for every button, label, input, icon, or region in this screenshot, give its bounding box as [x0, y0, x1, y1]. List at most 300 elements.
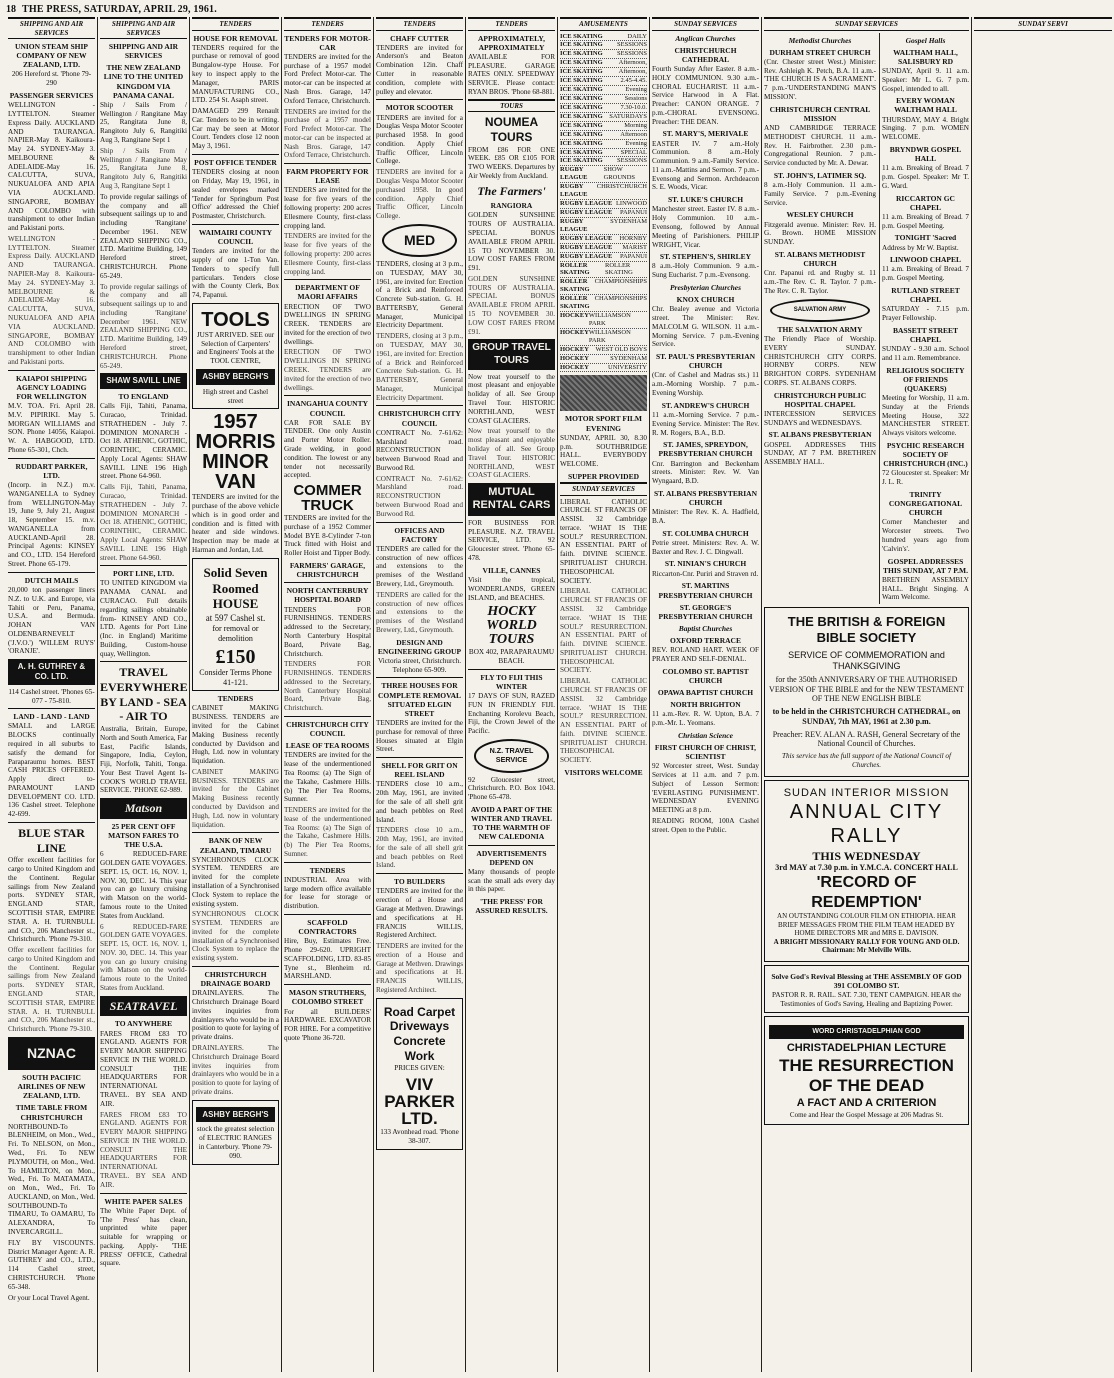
church-name: CHRISTCHURCH PUBLIC HOSPITAL CHAPEL	[773, 390, 867, 409]
amusement-detail: WEST OLD BOYS	[595, 345, 647, 353]
divider	[192, 224, 279, 225]
amusements-list	[560, 33, 647, 373]
church-body: 11 a.m. Breaking of Bread. 7 p.m. Gospel Meeting.	[882, 265, 969, 283]
ad-subheading: PASSENGER SERVICES	[9, 91, 94, 101]
amusement-event: ICE SKATING	[560, 157, 603, 165]
amusement-detail: Sessions	[624, 94, 647, 102]
church-body: SUNDAY - 9.30 a.m. School and 11 a.m. Remembrance.	[882, 345, 969, 362]
church-name: TRINITY CONGREGATIONAL CHURCH	[888, 490, 963, 518]
column-tenders-4	[466, 17, 558, 1372]
ad-footer: VISITORS WELCOME	[564, 768, 643, 777]
ad-subheading: LEASE OF TEA ROOMS	[285, 741, 370, 751]
farmers-logo: The Farmers'	[477, 183, 546, 198]
church-name: PSYCHIC RESEARCH SOCIETY OF CHRISTCHURCH (INC.)	[883, 441, 968, 469]
church-body: REV. ROLAND HART. WEEK OF PRAYER AND SELF-DENIAL.	[652, 646, 759, 664]
nz-travel-service-logo: N.Z. TRAVEL SERVICE	[474, 739, 549, 773]
ad-heading: KAIAPOI SHIPPING AGENCY LOADING FOR WELLINGTON	[15, 373, 88, 401]
ad-body: TENDERS are invited for the purchase of a 1957 model Ford Prefect Motor-car. The motor-car can be inspected at Nash Bros. Garage, 147 Oxford Terrace, Christchurch.	[284, 107, 371, 160]
ad-heading: FARM PROPERTY FOR LEASE	[286, 167, 369, 186]
amusement-row	[560, 262, 647, 279]
ad-contact: Consider Terms Phone 41-121.	[199, 667, 272, 687]
ad-heading: Solve God's Revival Blessing at THE ASSEMBLY OF GOD 391 COLOMBO ST.	[771, 971, 962, 991]
airline-logo: NZNAC	[8, 1037, 95, 1070]
ad-body: FROM £86 FOR ONE WEEK. £85 OR £105 FOR TWO WEEKS. Departures by Air Weekly from Auckland.	[468, 145, 555, 180]
church-body: 11 a.m. Breaking of Bread. 7 p.m. Gospel. Speaker: Mr T. G. Ward.	[882, 164, 969, 190]
church-name: FIRST CHURCH OF CHRIST, SCIENTIST	[654, 743, 757, 762]
ad-heading: CHRISTCHURCH CITY COUNCIL	[286, 719, 369, 739]
amusement-event: ICE SKATING	[560, 94, 603, 102]
assembly-of-god-ad	[764, 965, 969, 1013]
ad-heading: RUDDART PARKER, LTD.	[15, 461, 88, 480]
ranges-ad	[192, 1100, 279, 1165]
amusement-detail: SESSIONS	[617, 41, 647, 49]
church-group-heading: Methodist Churches	[788, 35, 852, 45]
ad-body: CONTRACT No. 7-61/62: Marshland road. RECONSTRUCTION between Burwood Road and Burwood Rd.	[376, 474, 463, 518]
column-tenders-1	[190, 17, 282, 1372]
ad-body: TENDERS closing at noon on Friday, May 19, 1961, in sealed envelopes marked 'Tender for Springburn Post Office' addressed the Chief Postmaster, Christchurch.	[192, 168, 279, 221]
amusement-row	[560, 86, 647, 95]
ad-body: Now treat yourself to the most pleasant and enjoyable holiday of all. See Group Travel Tour. HISTORIC NORTHLAND, WEST COAST GLACIERS.	[468, 427, 555, 480]
ad-footer: A BRIGHT MISSIONARY RALLY FOR YOUNG AND OLD. Chairman: Mr Melville Wills.	[773, 937, 960, 955]
ad-body: The White Paper Dept. of 'The Press' has clean, unprinted white paper suitable for wrapping or packing. Apply- 'THE PRESS' OFFICE, Cathedral square.	[100, 1206, 187, 1268]
ad-body: CONTRACT No. 7-61/62: Marshland road. RECONSTRUCTION between Burwood Road and Burwood Rd.	[376, 428, 463, 472]
ad-heading: TO ANYWHERE	[114, 1019, 173, 1029]
ad-heading: Solid Seven Roomed HOUSE	[203, 564, 268, 612]
church-name: ST. ALBANS PRESBYTERIAN CHURCH	[653, 488, 757, 508]
ad-body: TENDERS are invited for the lease of the undermentioned Tea Rooms: (a) The Sign of the Takahe, Cashmere Hills. (b) The Pier Tea Rooms, Sumner.	[284, 751, 371, 804]
divider	[192, 832, 279, 833]
ad-body: GOLDEN SUNSHINE TOURS OF AUSTRALIA. SPECIAL BONUS AVAILABLE FROM APRIL 15 TO NOVEMBER 30. LOW COST FARES FROM £91.	[468, 211, 555, 273]
ashby-berghs-logo: ASHBY BERGH'S	[196, 369, 275, 385]
church-group-heading: Anglican Churches	[675, 33, 736, 43]
ad-subheading: at 597 Cashel st.	[205, 613, 266, 624]
church-body: 92 Worcester street, West. Sunday Services at 11 a.m. and 7 p.m. Subject of Lesson Sermon: 'EVERLASTING PUNISHMENT'. WEDNESDAY EVENING MEETING at 8 p.m.	[652, 762, 759, 815]
column-shipping-1	[6, 17, 98, 1372]
ad-body: Australia, Britain, Europe, North and South America, Far East, Pacific Islands, Singapore, India, Ceylon, Fiji, Norfolk, Tahiti, Tonga. Your Best Travel Agent Is- COOK'S WORLD TRAVEL SERVICE. 'PHONE 62-989.	[100, 724, 187, 795]
ad-body: TENDERS are invited for a Douglas Vespa Motor Scooter purchased 1958. In good condition. Apply Chief Traffic Officer, Lincoln College.	[376, 168, 463, 221]
ad-heading: MOTOR SPORT FILM EVENING	[565, 414, 642, 433]
divider	[284, 279, 371, 280]
ad-heading: TENDERS	[217, 694, 254, 704]
column-heading: TENDERS	[376, 17, 463, 31]
column-sunday-services-2	[762, 17, 972, 1372]
church-name: BRYNDWR GOSPEL HALL	[889, 144, 962, 164]
sailing-table: Ship / Sails From / Wellington / Rangitane May 25, Rangitata June 8, Rangitoto July 6, Rangitiki Aug 3, Rangitane Sept 1	[100, 100, 187, 145]
column-heading: AMUSEMENTS	[560, 17, 647, 31]
amusement-detail: SESSIONS	[617, 50, 647, 58]
ad-heading: LAND - LAND - LAND	[13, 712, 90, 722]
med-logo: MED	[382, 224, 457, 257]
divider	[284, 395, 371, 396]
ad-body: Offer excellent facilities for cargo to United Kingdom and the Continent. Regular sailings from New Zealand ports. SYDNEY STAR, ENGLAND STAR, SCOTTISH STAR, EMPIRE STAR. A. H. TURNBULL and CO., 206 Manchester st., Christchurch. 'Phone 79-310.	[8, 946, 95, 1034]
ad-heading: TO ENGLAND	[118, 392, 169, 402]
amusement-event: ICE SKATING	[560, 103, 603, 111]
ad-title: THE RESURRECTION OF THE DEAD	[779, 1055, 954, 1096]
page-title: THE PRESS, SATURDAY, APRIL 29, 1961.	[22, 3, 217, 15]
ad-body: CABINET MAKING BUSINESS. TENDERS are invited for the Cabinet Making Business recently conducted by Davidson and Hugh, Ltd. now in voluntary liquidation.	[192, 704, 279, 766]
divider	[284, 163, 371, 164]
ad-footer: Come and Hear the Gospel Message at 206 Madras St.	[789, 1110, 944, 1119]
ad-body: LIBERAL CATHOLIC CHURCH. ST FRANCIS OF ASSISI. 32 Cambridge terrace. 'WHAT IS THE SOUL?' RESURRECTION. AN ESSENTIAL PART of faith. DIVINE SCIENCE. SPIRITUALIST CHURCH. THEOSOPHICAL SOCIETY.	[560, 587, 647, 675]
ad-address: 133 Avonhead road. 'Phone 38-307.	[380, 1128, 459, 1145]
ad-body: AN OUTSTANDING COLOUR FILM ON ETHIOPIA. HEAR BRIEF MESSAGES FROM THE FILM TEAM HEADED BY HOME DIRECTORS MR and MRS E. DAVISON.	[777, 912, 956, 938]
ad-body: SUNDAY, APRIL 30, 8.30 p.m. SOUTHBRIDGE HALL. EVERYBODY WELCOME.	[560, 433, 647, 469]
amusement-event: ICE SKATING	[560, 112, 603, 120]
amusement-event: HOCKEY	[560, 312, 589, 320]
divider	[284, 582, 371, 583]
house-removal-ad	[192, 558, 279, 692]
church-name: ST. NINIAN'S CHURCH	[664, 559, 747, 569]
church-body: 11 a.m. Breaking of Bread. 7 p.m. Gospel Meeting.	[882, 212, 969, 230]
ad-body: TENDERS are invited for the purchase of the above vehicle which is in good order and condition and is fitted with heater and side windows. Inspection may be made at Harman and Jordan, Ltd.	[192, 493, 279, 554]
divider	[192, 154, 279, 155]
amusement-row	[560, 295, 647, 312]
church-name: CHRISTCHURCH CENTRAL MISSION	[769, 104, 871, 123]
ad-heading: Road Carpet Driveways Concrete Work	[383, 1004, 456, 1063]
amusement-row	[560, 209, 647, 218]
ad-body: TENDERS FOR FURNISHINGS. TENDERS addressed to the Secretary, North Canterbury Hospital Board, Private Bag, Christchurch.	[284, 660, 371, 713]
ad-body: LIBERAL CATHOLIC CHURCH. ST FRANCIS OF ASSISI. 32 Cambridge terrace. 'WHAT IS THE SOUL?' RESURRECTION. AN ESSENTIAL PART of faith. DIVINE SCIENCE. SPIRITUALIST CHURCH. THEOSOPHICAL SOCIETY.	[560, 677, 647, 765]
ad-body: 17 DAYS OF SUN, RAZED FUN IN FRIENDLY FIJI. Enchanting Korolevu Beach, Fiji, the Crown Jewel of the Pacific.	[468, 692, 555, 736]
amusement-row	[560, 346, 647, 355]
ad-body: SYNCHRONOUS CLOCK SYSTEM. TENDERS are invited for the complete installation of a Synchronised Clock System to replace the existing system.	[192, 910, 279, 963]
ad-heading: DUTCH MAILS	[24, 575, 79, 585]
church-body: INTERCESSION SERVICES SUNDAYS and WEDNESDAYS.	[764, 409, 876, 427]
divider	[8, 708, 95, 709]
amusement-event: RUGBY LEAGUE	[560, 234, 613, 242]
page-number: 18	[6, 3, 16, 15]
ad-body: CAR FOR SALE BY TENDER. One only Austin and Porter Motor Roller. Grade welding, in good condition. The lowest or any tender not necessarily accepted.	[284, 418, 371, 480]
ad-body: Now treat yourself to the most pleasant and enjoyable holiday of all. See Group Travel Tour. HISTORIC NORTHLAND, WEST COAST GLACIERS.	[468, 372, 555, 425]
church-body: 8 a.m.-Holy Communion. 9 a.m.-Sung Eucharist. 7 p.m.-Evensong.	[652, 262, 759, 280]
divider	[376, 522, 463, 523]
amusement-row	[560, 312, 647, 329]
christadelphian-ad	[764, 1016, 969, 1125]
amusement-detail: SYDENHAM	[610, 354, 647, 362]
ad-body: 6 REDUCED-FARE GOLDEN GATE VOYAGES. SEPT. 15, OCT. 16, NOV. 1, NOV. 30, DEC. 14. This year you can go luxury cruising with Matson on the world-famous route to the United States from Auckland.	[100, 922, 187, 992]
ad-heading: FLY TO FIJI THIS WINTER	[480, 672, 543, 691]
amusement-event: ROLLER SKATING	[560, 261, 590, 277]
church-name: ST. JOHN'S, LATIMER SQ.	[773, 170, 867, 180]
ad-heading: CHRISTCHURCH DRAINAGE BOARD	[200, 970, 271, 989]
amusement-row	[560, 218, 647, 235]
amusement-row	[560, 329, 647, 346]
ad-body: TENDERS are invited for the purchase for removal of three Houses situated at Elgin Street.	[376, 719, 463, 754]
ad-body: Victoria street, Christchurch. Telephone 65-909.	[378, 656, 461, 674]
amusement-row	[560, 68, 647, 77]
ad-body: TENDERS are invited for the purchase of a 1957 model Ford Prefect Motor-car. The motor-car can be inspected at Nash Bros. Garage, 147 Oxford Terrace, Christchurch.	[284, 52, 371, 105]
ad-heading: MASON STRUTHERS, COLOMBO STREET	[288, 988, 367, 1007]
church-name: TONIGHT 'Sacred	[894, 233, 957, 243]
church-name: EVERY WOMAN WALTHAM HALL	[894, 96, 957, 115]
church-body: 8 a.m.-Holy Communion. 11 a.m.-Family Service. 7 p.m.-Evening Service.	[764, 181, 876, 207]
church-body: (Cnr. of Cashel and Madras sts.) 11 a.m.-Morning Worship. 7 p.m.-Evening Worship.	[652, 371, 759, 398]
church-name: RELIGIOUS SOCIETY OF FRIENDS (QUAKERS)	[886, 365, 965, 393]
divider	[376, 757, 463, 758]
ad-body: TENDERS are invited for the lease for five years of the following property: 200 acres Ellesmere County, first-class cropping land.	[284, 186, 371, 230]
column-heading: TENDERS	[284, 17, 371, 31]
church-name: NORTH BRIGHTON	[670, 700, 741, 710]
divider	[284, 862, 371, 863]
ad-subheading: A FACT AND A CRITERION	[796, 1097, 937, 1110]
amusement-event: ICE SKATING	[560, 86, 603, 94]
church-body: Cnr. Barrington and Beckenham streets. Minister: Rev. W. Van Wyngaard, B.D.	[652, 459, 759, 486]
church-name: RUTLAND STREET CHAPEL	[891, 286, 960, 305]
ad-address: 114 Cashel street. 'Phones 65-077 - 75-810.	[8, 687, 95, 705]
amusement-row	[560, 122, 647, 131]
sudan-mission-ad	[764, 780, 969, 962]
church-body: The Friendly Place of Worship. EVERY SUNDAY. CHRISTCHURCH CITY CORPS. HORNBY CORPS. NEW BRIGHTON CORPS. SYDENHAM CORPS. ST. ALBANS CORPS.	[764, 334, 876, 387]
ad-body: TENDERS, closing at 3 p.m., on TUESDAY, MAY 30, 1961, are invited for: Erection of a Brick and Reinforced Concrete Sub-station. G. H. BATTERSBY, General Manager, Municipal Electricity Department.	[376, 332, 463, 402]
ad-body: FARES FROM £83 TO ENGLAND. AGENTS FOR EVERY MAJOR SHIPPING SERVICE IN THE WORLD. CONSULT THE HEADQUARTERS FOR INTERNATIONAL TRAVEL. BY SEA AND AIR.	[100, 1029, 187, 1108]
ad-body: TENDERS are invited for the lease for five years of the following property: 200 acres Ellesmere County, first-class cropping land.	[284, 232, 371, 276]
amusement-row	[560, 355, 647, 364]
church-name: BASSETT STREET CHAPEL	[892, 325, 959, 344]
church-name: KNOX CHURCH	[676, 295, 735, 305]
amusement-row	[560, 77, 647, 86]
amusement-detail: ROLLER SKATING	[604, 261, 633, 277]
amusement-event: ICE SKATING	[560, 148, 603, 156]
amusement-detail: MARIST	[622, 243, 647, 251]
church-group-heading: Presbyterian Churches	[669, 283, 742, 292]
ad-address: 206 Hereford st. 'Phone 79-290	[11, 70, 92, 88]
church-name: ST. MARY'S, MERIVALE	[662, 129, 749, 139]
ad-body: FOR BUSINESS FOR PLEASURE. N.Z. TRAVEL SERVICE, LTD. 92 Gloucester street. 'Phone 65-478.	[468, 518, 555, 563]
amusement-row	[560, 166, 647, 183]
column-heading: SUNDAY SERVI	[974, 17, 1112, 31]
divider	[284, 984, 371, 985]
ad-body: Calls Fiji, Tahiti, Panama, Curacao, Trinidad. STRATHEDEN - July 7. DOMINION MONARCH - Oct 18. ATHENIC, GOTHIC, CORINTHIC, CERAMIC. Apply Local Agents: SHAW SAVILL LINE 196 High street. Phone 64-960.	[100, 483, 187, 562]
amusement-detail: 2.45-4.45.	[620, 77, 647, 85]
church-body: Corner Manchester and Worcester streets. Two hundred years ago from 'Calvin's'.	[882, 518, 969, 553]
amusement-row	[560, 200, 647, 209]
ad-body: AVAILABLE FOR PLEASURE. GARAGE RATES ONLY. SPEEDWAY SERVICE. Please contact: RYAN BROS. 'Phone 68-881.	[468, 52, 555, 96]
amusement-detail: Morning	[624, 121, 647, 129]
divider	[8, 458, 95, 459]
column-heading: TENDERS	[192, 17, 279, 31]
divider	[100, 661, 187, 662]
ad-heading: TO BUILDERS	[394, 877, 445, 887]
church-body: Address by Mr W. Baptist.	[882, 243, 959, 252]
church-body: Cnr. Papanui rd. and Rugby st. 11 a.m.-The Rev. C. R. Taylor. 7 p.m.-The Rev. C. R. Taylor.	[764, 269, 876, 295]
amusement-row	[560, 104, 647, 113]
church-name: ST. LUKE'S CHURCH	[667, 195, 744, 205]
ad-heading: TENDERS FOR MOTOR-CAR	[284, 33, 371, 52]
ad-body: TENDERS required for the purchase or removal of good Bungalow-type House. For key to inspect apply to the Manager, PARIS MANUFACTURING CO., LTD. 254 St. Asaph street.	[192, 43, 279, 105]
mutual-rental-logo: MUTUAL RENTAL CARS	[468, 483, 555, 516]
motor-sport-image	[560, 375, 647, 411]
amusement-row	[560, 235, 647, 244]
amusement-row	[560, 59, 647, 68]
divider	[468, 845, 555, 846]
ad-body: DAMAGED 299 Renault Car. Tenders to be in writing. Car may be seen at Motor Court. Tenders close 12 noon May 3, 1961.	[192, 107, 279, 151]
church-group-heading: Baptist Churches	[678, 623, 733, 633]
masthead	[6, 4, 1108, 16]
ad-body: SYNCHRONOUS CLOCK SYSTEM. TENDERS are invited for the complete installation of a Synchronised Clock System to replace the existing system.	[192, 855, 279, 908]
shaw-savill-logo: SHAW SAVILL LINE	[100, 373, 187, 389]
ad-body: M.V. TOA. Fri. April 28. M.V. PIPIRIKI. May 5. MORGAN WILLIAMS and SON. Phone 14056, Kaiapoi. W. A. HABGOOD, LTD. Phone 65-301, Chch.	[8, 402, 95, 454]
amusement-event: ICE SKATING	[560, 68, 603, 76]
sailing-table: Ship / Sails From / Wellington / Rangitane May 25, Rangitata June 8, Rangitoto July 6, Rangitiki Aug 3, Rangitane Sept 1	[100, 146, 187, 190]
church-body: BRETHREN ASSEMBLY HALL. Bright Singing. A Warm Welcome.	[882, 575, 969, 602]
amusement-detail: HORNBY	[619, 234, 647, 242]
ad-body: 3rd MAY at 7.30 p.m. in Y.M.C.A. CONCERT HALL	[775, 863, 958, 873]
ad-heading: OFFICES AND FACTORY	[394, 525, 445, 544]
ad-body: TENDERS are invited for a Douglas Vespa Motor Scooter purchased 1958. In good condition. Apply Chief Traffic Officer, Lincoln College.	[376, 113, 463, 166]
ad-footer: This service has the full support of the National Council of Churches.	[782, 752, 951, 769]
ad-body: GOLDEN SUNSHINE TOURS OF AUSTRALIA. SPECIAL BONUS AVAILABLE FROM APRIL 15 TO NOVEMBER 30. LOW COST FARES FROM £91.	[468, 274, 555, 336]
ad-body: DRAINLAYERS. The Christchurch Drainage Board invites inquiries from drainlayers who would be in a position to quote for laying of private drains.	[192, 1044, 279, 1096]
column-sunday-services-1	[650, 17, 762, 1372]
ad-heading: SHELL FOR GRIT ON REEL ISLAND	[381, 761, 458, 780]
ad-body: 6 REDUCED-FARE GOLDEN GATE VOYAGES. SEPT. 15, OCT. 16, NOV. 1, NOV. 30, DEC. 14. This year you can go luxury cruising with Matson on the world-famous route to the United States from Auckland.	[100, 850, 187, 920]
amusement-event: HOCKEY	[560, 363, 589, 371]
company-logo: A. H. GUTHREY & CO. LTD.	[8, 659, 95, 685]
ad-footer: 'THE PRESS' FOR ASSURED RESULTS.	[475, 897, 548, 916]
church-body: Minister: The Rev. K. A. Hadfield, B.A.	[652, 508, 759, 525]
divider	[100, 1193, 187, 1194]
ad-heading: SOUTH PACIFIC AIRLINES OF NEW ZEALAND, LTD.	[17, 1072, 86, 1101]
ad-heading: THE BRITISH & FOREIGN BIBLE SOCIETY	[787, 614, 946, 646]
ad-body: stock the greatest selection of ELECTRIC RANGES in Canterbury. 'Phone 79-090.	[196, 1125, 275, 1160]
church-name: ST. GEORGE'S PRESBYTERIAN CHURCH	[658, 602, 753, 621]
ad-subheading: PRICES GIVEN:	[394, 1064, 445, 1073]
amusement-row	[560, 183, 647, 200]
church-name: COLOMBO ST. BAPTIST CHURCH	[662, 666, 749, 685]
ad-heading: MOTOR SCOOTER	[385, 103, 454, 113]
amusement-detail: Evening	[625, 86, 647, 94]
ad-body: TENDERS are invited for the purchase of a 1952 Commer Model BYE 8-Cylinder 7-ton Truck fitted with Hoist and Roller Hoist and Tipper Body.	[284, 514, 371, 558]
ad-heading: SHIPPING AND AIR SERVICES	[108, 42, 179, 61]
ad-heading: 1957 MORRIS MINOR VAN	[195, 411, 276, 494]
ad-body: Offer excellent facilities for cargo to United Kingdom and the Continent. Regular sailings from New Zealand ports. SYDNEY STAR, ENGLAND STAR, SCOTTISH STAR, EMPIRE STAR. A. H. TURNBULL and CO., 206 Manchester st., Christchurch. 'Phone 79-310.	[8, 856, 95, 944]
church-body: Manchester street. Easter IV. 8 a.m.-Holy Communion. 10 a.m.-Evensong, followed by Annual Meeting of Parishioners. PHILIP WRIGHT, Vicar.	[652, 205, 759, 249]
ad-heading: CHRISTCHURCH CITY COUNCIL	[378, 409, 461, 428]
ad-body: ERECTION OF TWO DWELLINGS IN SPRING CREEK. TENDERS are invited for the erection of two dwellings.	[284, 302, 371, 346]
column-shipping-2	[98, 17, 190, 1372]
ad-body: LIBERAL CATHOLIC CHURCH. ST FRANCIS OF ASSISI. 32 Cambridge terrace. 'WHAT IS THE SOUL?' RESURRECTION. AN ESSENTIAL PART of faith. DIVINE SCIENCE. SPIRITUALIST CHURCH. THEOSOPHICAL SOCIETY.	[560, 497, 647, 585]
church-body: (Cnr. Chester street West.) Minister: Rev. Ashleigh K. Petch, B.A. 11 a.m.-'THE CHURCH IS A SACRAMENT'. 7 p.m.-'UNDERSTANDING MAN'S MISSION'.	[764, 57, 876, 101]
church-name: THE SALVATION ARMY	[777, 324, 863, 334]
divider	[8, 370, 95, 371]
church-body: THURSDAY, MAY 4. Bright Singing. 7 p.m. WOMEN WELCOME.	[882, 115, 969, 142]
ad-heading: VILLE, CANNES	[482, 565, 541, 575]
amusement-detail: SPECIAL	[620, 148, 647, 156]
church-footer: READING ROOM, 100A Cashel street. Open to the Public.	[652, 817, 759, 834]
amusement-event: ICE SKATING	[560, 77, 603, 85]
ad-body: for removal or demolition	[212, 624, 259, 644]
amusement-detail: WILLIAMSON PARK	[588, 328, 631, 344]
amusement-event: RUGBY LEAGUE	[560, 217, 588, 233]
church-name: ST. MARTINS PRESBYTERIAN CHURCH	[658, 581, 753, 600]
ad-address: High street and Cashel street	[202, 387, 269, 405]
amusement-event: ICE SKATING	[560, 32, 603, 40]
ad-body: 20,000 ton passenger liners N.Z. to U.K. and Europe, via Tahiti or Peru, Panama, U.S.A. and Bermuda. JOHAN VAN OLDENBARNEVELT ('J.V.O.') 'WILLEM RUYS' 'ORANJE'.	[8, 585, 95, 656]
amusement-detail: Afternoon,	[618, 68, 647, 76]
ad-heading: DEPARTMENT OF MAORI AFFAIRS	[295, 283, 360, 302]
divider	[376, 99, 463, 100]
ad-heading: UNION STEAM SHIP COMPANY OF NEW ZEALAND, LTD.	[15, 42, 88, 70]
amusement-row	[560, 149, 647, 158]
church-body: Meeting for Worship, 11 a.m. Sunday at the Friends Meeting House, 322 MANCHESTER STREET. Always visitors welcome.	[882, 394, 969, 438]
church-body: GOSPEL ADDRESSES THIS SUNDAY, AT 7 P.M. BRETHREN ASSEMBLY HALL.	[764, 440, 876, 467]
amusement-event: HOCKEY	[560, 345, 589, 353]
amusement-row	[560, 131, 647, 140]
church-body: 11 a.m.-Morning Service. 7 p.m.-Evening Service. Minister: The Rev. R. M. Rogers, B.A., B.D.	[652, 410, 759, 437]
church-name: RICCARTON GC CHAPEL	[896, 193, 955, 212]
amusement-row	[560, 41, 647, 50]
church-name: DURHAM STREET CHURCH	[769, 47, 871, 57]
amusement-row	[560, 113, 647, 122]
ad-body: to be held in the CHRISTCHURCH CATHEDRAL, on SUNDAY, 7th MAY, 1961 at 2.30 p.m.	[772, 707, 961, 726]
amusement-event: ICE SKATING	[560, 50, 603, 58]
column-amusements	[558, 17, 650, 1372]
ad-body: TENDERS FOR FURNISHINGS. TENDERS addressed to the Secretary, North Canterbury Hospital Board, Private Bag, Christchurch.	[284, 605, 371, 658]
church-body: Riccarton-Cnr. Puriri and Straven rd.	[652, 569, 759, 578]
church-name: ST. ANDREW'S CHURCH	[661, 400, 750, 410]
ad-body: TENDERS are called for the construction of new offices and extensions to the premises of the Westland Brewery, Ltd., Greymouth.	[376, 590, 463, 634]
amusement-detail: UNIVERSITY	[608, 363, 647, 371]
ad-body: TENDERS are invited for Anderson's and Beaton Combination 12in. Chaff Cutter in reasonable condition, complete with pulley and elevator.	[376, 43, 463, 96]
ad-heading: APPROXIMATELY, APPROXIMATELY	[477, 33, 546, 52]
amusement-event: RUGBY LEAGUE	[560, 252, 613, 260]
ad-body: Visit the tropical, WONDERLANDS, GREEN ISLAND, and BEACHES.	[468, 575, 555, 602]
ad-heading: BLUE STAR LINE	[18, 826, 85, 855]
divider	[100, 565, 187, 566]
church-body: 72 Gloucester st. Speaker: Mr J. L. R.	[882, 469, 969, 487]
church-body: SUNDAY, April 9. 11 a.m. Speaker: Mr L. G. 7 p.m. Gospel, intended to all.	[882, 66, 969, 93]
ad-body: Tenders are invited for the supply of one 1-Ton Van. Tenders to specify full particulars. Tenders close with the County Clerk, Box 74, Papanui.	[192, 247, 279, 300]
section-heading: SUNDAY SERVICES	[560, 482, 647, 496]
church-body: AND CAMBRIDGE TERRACE METHODIST CHURCH. 11 a.m.-Rev. H. Fairbrother. 2.30 p.m.-Congregational Reunion. 7 p.m.-Service conducted by Mr. A. Dewar.	[764, 124, 876, 168]
column-heading: SUNDAY SERVICES	[764, 17, 969, 31]
ad-heading: TOOLS	[201, 308, 270, 331]
ad-body: TENDERS close 10 a.m., 20th May, 1961, are invited for the sale of all shell grit and beach pebbles on Reel Island.	[376, 826, 463, 870]
amusement-event: RUGBY LEAGUE	[560, 208, 613, 216]
ad-body: Hire, Buy, Estimates Free. Phone 29-620. UPRIGHT SCAFFOLDING, LTD. 83-85 Tyne st., Blenheim rd. MARSHLAND.	[284, 937, 371, 981]
ad-body: NORTHBOUND-To BLENHEIM, on Mon., Wed., Fri. To NELSON, on Mon., Wed., Fri. To NEW PLYMOUTH, on Mon., Wed. To HAMILTON, on Mon., Wed., Fri. To MATAMATA, on Mon., Wed., Fri. To AUCKLAND, on Mon., Wed. SOUTHBOUND-To TIMARU, To OAMARU, To ALEXANDRA, To INVERCARGILL.	[8, 1122, 95, 1237]
amusement-row	[560, 33, 647, 42]
ad-body: JUST ARRIVED. SEE our Selection of Carpenters' and Engineers' Tools at the TOOL CENTRE,	[196, 330, 275, 366]
ad-subheading: THIS WEDNESDAY	[812, 848, 921, 863]
divider	[8, 822, 95, 823]
amusement-detail: SYDENHAM	[610, 217, 647, 225]
amusement-detail: CHAMPIONSHIPS	[594, 295, 647, 303]
salvation-army-crest-icon: SALVATION ARMY	[770, 299, 870, 322]
ad-body: FLY BY VISCOUNTS. District Manager Agent: A. R. GUTHREY and CO., LTD., 114 Cashel street, CHRISTCHURCH. 'Phone 65-348.	[8, 1238, 95, 1291]
church-name: WALTHAM HALL, SALISBURY RD	[893, 47, 958, 66]
church-name: ST. ALBANS METHODIST CHURCH	[774, 249, 866, 269]
ad-body: FARES FROM £83 TO ENGLAND. AGENTS FOR EVERY MAJOR SHIPPING SERVICE IN THE WORLD. CONSULT THE HEADQUARTERS FOR INTERNATIONAL TRAVEL. BY SEA AND AIR.	[100, 1110, 187, 1189]
church-name: ST. STEPHEN'S, SHIRLEY	[659, 252, 752, 262]
amusement-event: ICE SKATING	[560, 41, 603, 49]
divider	[284, 914, 371, 915]
amusement-event: HOCKEY	[560, 354, 589, 362]
ad-body: 92 Gloucester street, Christchurch. P.O. Box 1043. 'Phone 65-478.	[468, 775, 555, 802]
word-banner: WORD CHRISTADELPHIAN GOD	[769, 1025, 964, 1040]
ad-subheading: TIME TABLE FROM CHRISTCHURCH	[15, 1103, 88, 1122]
ad-body: WELLINGTON - LYTTELTON. Steamer Express Daily. AUCKLAND AND TAURANGA. NAPIER-May 8. Kaikoura-May 24. SYDNEY-May 3. MELBOURNE & ADELAIDE-May 16. CALCUTTA, SUVA, NUKUALOFA AND APIA VIA AUCKLAND. SINGAPORE, BOMBAY AND COLOMBO with transhipment to other Indian and Pakistani ports.	[8, 101, 95, 233]
church-group-heading: Gospel Halls	[905, 35, 946, 45]
amusement-detail: CHAMPIONSHIPS	[594, 278, 647, 286]
ad-body: for the 350th ANNIVERSARY OF THE AUTHORISED VERSION OF THE BIBLE and for the NEW TESTAMENT OF THE NEW ENGLISH BIBLE	[769, 674, 964, 704]
bible-society-ad	[764, 607, 969, 776]
amusement-detail: 7.30-10.0.	[620, 103, 647, 111]
ad-heading: NOUMEA TOURS	[484, 115, 539, 144]
amusement-row	[560, 244, 647, 253]
church-name: ST. PAUL'S PRESBYTERIAN CHURCH	[655, 352, 756, 371]
amusement-row	[560, 50, 647, 59]
